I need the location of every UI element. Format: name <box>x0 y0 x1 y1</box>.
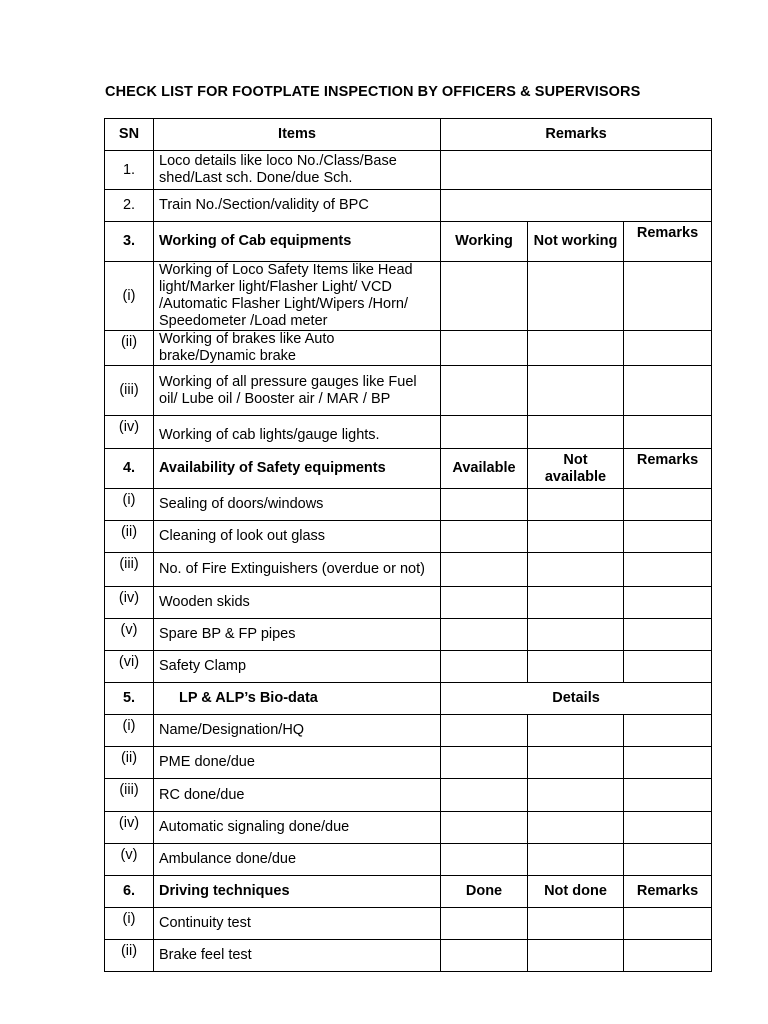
row-sn: (iii) <box>105 366 154 416</box>
row-item: Cleaning of look out glass <box>154 521 441 553</box>
section-title: LP & ALP’s Bio-data <box>154 683 441 715</box>
row-item: Ambulance done/due <box>154 844 441 876</box>
header-items: Items <box>154 119 441 151</box>
not-available-cell[interactable] <box>528 651 624 683</box>
row-sn: (ii) <box>105 747 154 779</box>
table-row <box>105 779 712 812</box>
not-available-cell[interactable] <box>528 553 624 587</box>
checklist-table <box>104 118 712 972</box>
row-item: Loco details like loco No./Class/Base shed/Last sch. Done/due Sch. <box>154 151 441 190</box>
section-sn: 5. <box>105 683 154 715</box>
remarks-cell[interactable] <box>624 908 712 940</box>
table-row <box>105 151 712 190</box>
detail-cell[interactable] <box>624 779 712 812</box>
table-row <box>105 366 712 416</box>
header-sn: SN <box>105 119 154 151</box>
not-done-cell[interactable] <box>528 940 624 972</box>
row-item: Wooden skids <box>154 587 441 619</box>
not-working-cell[interactable] <box>528 366 624 416</box>
not-available-cell[interactable] <box>528 587 624 619</box>
not-working-cell[interactable] <box>528 416 624 449</box>
remarks-cell[interactable] <box>624 331 712 366</box>
detail-cell[interactable] <box>624 747 712 779</box>
working-cell[interactable] <box>441 416 528 449</box>
row-sn: (v) <box>105 844 154 876</box>
section-title: Availability of Safety equipments <box>154 449 441 489</box>
detail-cell[interactable] <box>528 747 624 779</box>
not-done-cell[interactable] <box>528 908 624 940</box>
table-row <box>105 262 712 331</box>
detail-cell[interactable] <box>528 779 624 812</box>
col-working: Working <box>441 222 528 262</box>
table-header-row <box>105 119 712 151</box>
not-working-cell[interactable] <box>528 331 624 366</box>
remarks-cell[interactable] <box>624 489 712 521</box>
available-cell[interactable] <box>441 619 528 651</box>
remarks-cell[interactable] <box>624 651 712 683</box>
row-item: PME done/due <box>154 747 441 779</box>
row-sn: (iii) <box>105 553 154 587</box>
col-not-working: Not working <box>528 222 624 262</box>
row-item: Train No./Section/validity of BPC <box>154 190 441 222</box>
detail-cell[interactable] <box>528 812 624 844</box>
remarks-cell[interactable] <box>441 151 712 190</box>
row-sn: (iv) <box>105 812 154 844</box>
available-cell[interactable] <box>441 489 528 521</box>
detail-cell[interactable] <box>441 715 528 747</box>
table-row <box>105 908 712 940</box>
available-cell[interactable] <box>441 553 528 587</box>
table-row <box>105 587 712 619</box>
row-sn: (iv) <box>105 416 154 449</box>
row-item: Automatic signaling done/due <box>154 812 441 844</box>
remarks-cell[interactable] <box>624 262 712 331</box>
section-title: Driving techniques <box>154 876 441 908</box>
table-row <box>105 812 712 844</box>
detail-cell[interactable] <box>441 844 528 876</box>
available-cell[interactable] <box>441 587 528 619</box>
section-sn: 6. <box>105 876 154 908</box>
section-sn: 3. <box>105 222 154 262</box>
row-item: Continuity test <box>154 908 441 940</box>
table-row <box>105 940 712 972</box>
col-not-available: Not available <box>528 449 624 489</box>
working-cell[interactable] <box>441 262 528 331</box>
section-sn: 4. <box>105 449 154 489</box>
row-item: Brake feel test <box>154 940 441 972</box>
detail-cell[interactable] <box>441 812 528 844</box>
col-available: Available <box>441 449 528 489</box>
table-row <box>105 651 712 683</box>
working-cell[interactable] <box>441 331 528 366</box>
remarks-cell[interactable] <box>624 366 712 416</box>
row-item: Sealing of doors/windows <box>154 489 441 521</box>
row-item: RC done/due <box>154 779 441 812</box>
col-remarks: Remarks <box>624 449 712 489</box>
row-sn: (v) <box>105 619 154 651</box>
row-item: No. of Fire Extinguishers (overdue or not) <box>154 553 441 587</box>
remarks-cell[interactable] <box>441 190 712 222</box>
document-title: CHECK LIST FOR FOOTPLATE INSPECTION BY OFFICERS & SUPERVISORS <box>105 84 641 100</box>
row-sn: (iv) <box>105 587 154 619</box>
row-item: Spare BP & FP pipes <box>154 619 441 651</box>
table-row <box>105 489 712 521</box>
detail-cell[interactable] <box>441 779 528 812</box>
remarks-cell[interactable] <box>624 416 712 449</box>
detail-cell[interactable] <box>624 715 712 747</box>
row-sn: (iii) <box>105 779 154 812</box>
table-row <box>105 331 712 366</box>
col-details: Details <box>441 683 712 715</box>
col-remarks: Remarks <box>624 222 712 262</box>
available-cell[interactable] <box>441 521 528 553</box>
detail-cell[interactable] <box>528 715 624 747</box>
detail-cell[interactable] <box>441 747 528 779</box>
section-header-row <box>105 876 712 908</box>
section-title: Working of Cab equipments <box>154 222 441 262</box>
row-sn: (ii) <box>105 521 154 553</box>
row-item: Working of cab lights/gauge lights. <box>154 416 441 449</box>
row-item: Safety Clamp <box>154 651 441 683</box>
not-available-cell[interactable] <box>528 489 624 521</box>
col-remarks: Remarks <box>624 876 712 908</box>
available-cell[interactable] <box>441 651 528 683</box>
detail-cell[interactable] <box>528 844 624 876</box>
col-not-done: Not done <box>528 876 624 908</box>
table-row <box>105 844 712 876</box>
table-row <box>105 553 712 587</box>
row-sn: (i) <box>105 908 154 940</box>
remarks-cell[interactable] <box>624 521 712 553</box>
table-row <box>105 747 712 779</box>
section-header-row <box>105 449 712 489</box>
row-item: Name/Designation/HQ <box>154 715 441 747</box>
row-sn: (i) <box>105 489 154 521</box>
detail-cell[interactable] <box>624 844 712 876</box>
row-sn: (vi) <box>105 651 154 683</box>
not-working-cell[interactable] <box>528 262 624 331</box>
col-done: Done <box>441 876 528 908</box>
row-sn: (ii) <box>105 331 154 366</box>
remarks-cell[interactable] <box>624 553 712 587</box>
row-sn: (ii) <box>105 940 154 972</box>
section-header-row <box>105 683 712 715</box>
table-row <box>105 715 712 747</box>
remarks-cell[interactable] <box>624 587 712 619</box>
remarks-cell[interactable] <box>624 619 712 651</box>
row-sn: 1. <box>105 151 154 190</box>
remarks-cell[interactable] <box>624 940 712 972</box>
not-available-cell[interactable] <box>528 521 624 553</box>
row-sn: (i) <box>105 262 154 331</box>
table-row <box>105 190 712 222</box>
row-item: Working of Loco Safety Items like Head light/Marker light/Flasher Light/ VCD /Automatic Flasher Light/Wipers /Horn/ Speedometer /Load meter <box>154 262 441 331</box>
table-row <box>105 416 712 449</box>
row-sn: (i) <box>105 715 154 747</box>
done-cell[interactable] <box>441 908 528 940</box>
header-remarks: Remarks <box>441 119 712 151</box>
row-item: Working of brakes like Auto brake/Dynamic brake <box>154 331 441 366</box>
table-row <box>105 619 712 651</box>
row-sn: 2. <box>105 190 154 222</box>
not-available-cell[interactable] <box>528 619 624 651</box>
working-cell[interactable] <box>441 366 528 416</box>
row-item: Working of all pressure gauges like Fuel oil/ Lube oil / Booster air / MAR / BP <box>154 366 441 416</box>
table-row <box>105 521 712 553</box>
detail-cell[interactable] <box>624 812 712 844</box>
section-header-row <box>105 222 712 262</box>
done-cell[interactable] <box>441 940 528 972</box>
